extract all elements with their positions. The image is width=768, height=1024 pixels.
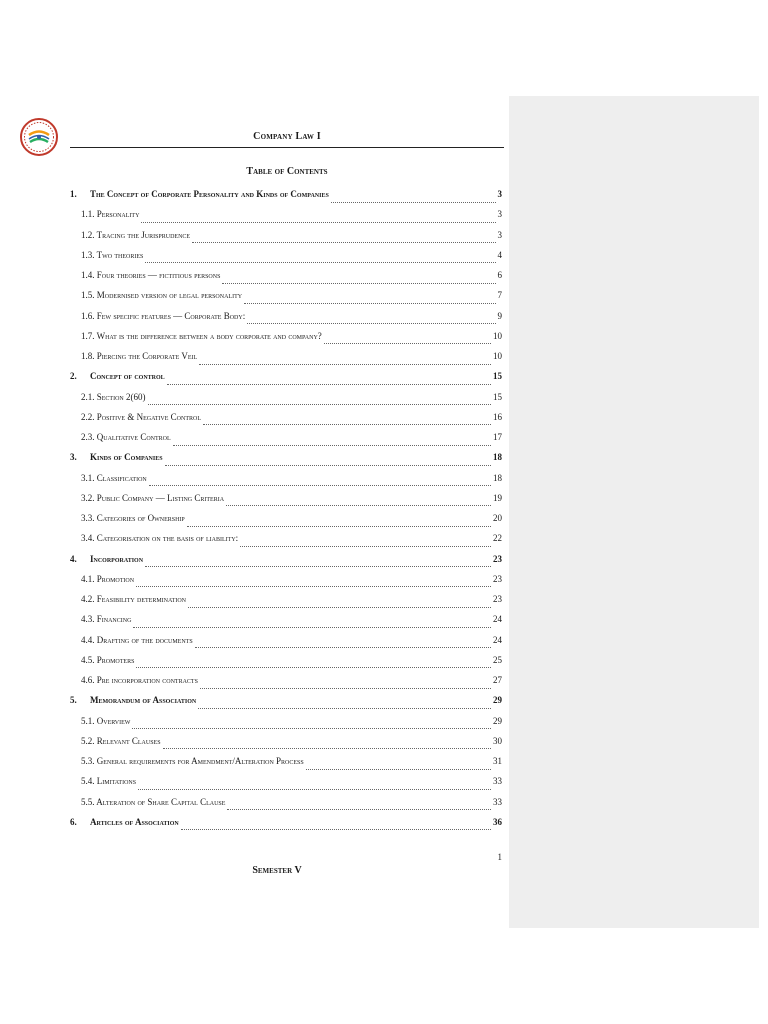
toc-entry-page: 30 xyxy=(493,735,502,746)
toc-entry-page: 3 xyxy=(497,189,502,199)
toc-leader-dots xyxy=(149,477,491,486)
toc-entry-page: 24 xyxy=(493,614,502,625)
toc-entry-page: 33 xyxy=(493,776,502,787)
toc-leader-dots xyxy=(141,214,495,223)
toc-entry-page: 7 xyxy=(497,290,502,301)
toc-entry-page: 18 xyxy=(493,452,502,463)
toc-entry[interactable] xyxy=(70,351,502,371)
toc-entry-label xyxy=(81,675,198,685)
toc-entry[interactable] xyxy=(70,533,502,553)
toc-entry-number: 4.3. xyxy=(81,614,95,625)
toc-entry-label xyxy=(70,371,165,381)
toc-entry-number: 2.3. xyxy=(81,432,95,442)
university-logo xyxy=(20,118,58,156)
toc-leader-dots xyxy=(200,680,491,689)
toc-entry-title: Relevant Clauses xyxy=(96,735,161,746)
toc-entry-page: 3 xyxy=(497,229,502,240)
toc-entry-page: 17 xyxy=(493,432,502,442)
toc-entry-label xyxy=(81,756,304,766)
toc-entry-label xyxy=(81,412,201,422)
toc-entry-label xyxy=(81,209,139,219)
toc-entry-label xyxy=(81,513,185,523)
toc-entry-number: 1.4. xyxy=(81,270,95,280)
toc-entry-number: 4.1. xyxy=(81,573,95,584)
toc-leader-dots xyxy=(148,396,492,405)
toc-entry-page: 3 xyxy=(497,209,502,220)
toc-entry-title: Financing xyxy=(96,614,132,625)
toc-entry-page: 19 xyxy=(493,492,502,503)
toc-leader-dots xyxy=(198,700,491,709)
toc-entry-title: Few specific features — Corporate Body: xyxy=(96,310,246,321)
toc-entry-number: 6. xyxy=(70,816,77,827)
toc-entry-number: 2. xyxy=(70,371,77,382)
toc-entry-title: Concept of control xyxy=(90,371,165,382)
toc-entry[interactable] xyxy=(70,776,502,796)
toc-leader-dots xyxy=(247,315,495,324)
toc-leader-dots xyxy=(226,497,491,506)
toc-entry-number: 1.6. xyxy=(81,310,95,321)
toc-entry-page: 15 xyxy=(493,391,502,402)
toc-entry-label xyxy=(81,311,245,321)
toc-entry-title: The Concept of Corporate Personality and Kinds of Companies xyxy=(90,189,329,199)
toc-heading: Table of Contents xyxy=(246,166,328,177)
toc-entry-title: Piercing the Corporate Veil xyxy=(96,351,198,361)
toc-leader-dots xyxy=(227,801,491,810)
toc-entry[interactable] xyxy=(70,513,502,533)
toc-entry-number: 5.3. xyxy=(81,756,95,766)
toc-entry-label xyxy=(81,270,220,280)
toc-entry-page: 36 xyxy=(493,816,502,827)
toc-entry-label xyxy=(81,432,171,442)
toc-leader-dots xyxy=(203,416,491,425)
toc-entry-title: Two theories xyxy=(96,249,144,260)
toc-leader-dots xyxy=(199,356,491,365)
toc-entry-label xyxy=(81,797,225,807)
toc-entry-number: 3.1. xyxy=(81,472,95,483)
toc-leader-dots xyxy=(187,518,491,527)
toc-entry-title: Modernised version of legal personality xyxy=(96,290,243,301)
toc-entry[interactable] xyxy=(70,756,502,776)
toc-entry-number: 5.2. xyxy=(81,735,95,746)
toc-entry-number: 2.2. xyxy=(81,411,95,422)
toc-entry-page: 31 xyxy=(493,756,502,766)
toc-entry-page: 24 xyxy=(493,634,502,645)
toc-entry-number: 4.6. xyxy=(81,675,95,685)
toc-entry-title: Alteration of Share Capital Clause xyxy=(96,796,226,807)
toc-entry-label xyxy=(81,351,197,361)
toc-entry-label xyxy=(81,655,134,665)
toc-entry-number: 4.4. xyxy=(81,634,95,645)
toc-entry-label xyxy=(81,473,147,483)
toc-entry-title: Qualitative Control xyxy=(96,432,171,442)
toc-entry-title: Public Company — Listing Criteria xyxy=(96,492,225,503)
toc-entry[interactable] xyxy=(70,371,502,391)
toc-entry-page: 16 xyxy=(493,411,502,422)
toc-entry-label xyxy=(70,554,143,564)
toc-entry-page: 10 xyxy=(493,351,502,361)
toc-entry[interactable] xyxy=(70,635,502,655)
toc-entry-title: Classification xyxy=(96,472,147,483)
toc-entry-title: Section 2(60) xyxy=(96,391,146,402)
toc-entry-label xyxy=(81,331,322,341)
toc-leader-dots xyxy=(173,437,491,446)
toc-entry-number: 4. xyxy=(70,553,77,564)
toc-leader-dots xyxy=(244,295,495,304)
toc-leader-dots xyxy=(138,781,491,790)
toc-leader-dots xyxy=(240,538,491,547)
header-rule xyxy=(70,147,504,148)
toc-entry[interactable] xyxy=(70,432,502,452)
toc-entry[interactable] xyxy=(70,554,502,574)
toc-entry-label xyxy=(81,776,136,786)
toc-entry-page: 23 xyxy=(493,594,502,604)
toc-entry[interactable] xyxy=(70,311,502,331)
toc-leader-dots xyxy=(195,639,491,648)
toc-leader-dots xyxy=(145,558,491,567)
toc-entry-title: Overview xyxy=(96,715,131,726)
toc-entry-number: 4.5. xyxy=(81,654,95,665)
toc-entry-number: 3.3. xyxy=(81,513,95,523)
toc-entry[interactable] xyxy=(70,614,502,634)
toc-entry-number: 1.3. xyxy=(81,249,95,260)
toc-entry[interactable] xyxy=(70,392,502,412)
toc-entry-label xyxy=(81,594,186,604)
toc-entry[interactable] xyxy=(70,250,502,270)
toc-leader-dots xyxy=(167,376,491,385)
toc-entry-label xyxy=(81,614,131,624)
toc-entry-title: Drafting of the documents xyxy=(96,634,193,645)
toc-entry-label xyxy=(81,635,193,645)
page-footer-title: Semester V xyxy=(252,865,302,876)
toc-entry-number: 1.5. xyxy=(81,290,95,301)
toc-entry-title: Limitations xyxy=(96,776,137,787)
toc-entry-title: Pre incorporation contracts xyxy=(96,675,198,685)
toc-entry-title: Kinds of Companies xyxy=(90,452,163,463)
toc-entry-page: 4 xyxy=(497,249,502,260)
toc-entry[interactable] xyxy=(70,270,502,290)
toc-entry[interactable] xyxy=(70,452,502,472)
toc-entry-page: 29 xyxy=(493,695,502,706)
toc-entry-number: 4.2. xyxy=(81,594,95,604)
toc-entry-label xyxy=(81,493,224,503)
toc-entry-label xyxy=(81,533,238,543)
toc-entry-page: 33 xyxy=(493,796,502,807)
toc-leader-dots xyxy=(222,275,495,284)
comment-pane xyxy=(509,96,759,928)
toc-entry-number: 3. xyxy=(70,452,77,463)
toc-entry-number: 1.8. xyxy=(81,351,95,361)
toc-leader-dots xyxy=(163,740,491,749)
toc-entry-title: Incorporation xyxy=(90,553,144,564)
toc-entry[interactable] xyxy=(70,290,502,310)
toc-entry-page: 25 xyxy=(493,654,502,665)
toc-entry[interactable] xyxy=(70,695,502,715)
toc-entry-title: Positive & Negative Control xyxy=(96,411,201,422)
toc-leader-dots xyxy=(133,619,491,628)
toc-entry[interactable] xyxy=(70,655,502,675)
toc-entry-number: 3.4. xyxy=(81,533,95,544)
toc-entry-number: 5.5. xyxy=(81,796,95,807)
toc-entry-number: 2.1. xyxy=(81,391,95,402)
toc-entry-title: Memorandum of Association xyxy=(90,695,197,706)
toc-entry-title: Articles of Association xyxy=(90,816,179,827)
toc-entry-page: 27 xyxy=(493,675,502,685)
toc-entry[interactable] xyxy=(70,230,502,250)
toc-entry-number: 5.4. xyxy=(81,776,95,787)
toc-entry-number: 1.7. xyxy=(81,330,95,341)
table-of-contents xyxy=(70,189,502,837)
toc-leader-dots xyxy=(331,194,496,203)
toc-entry-page: 22 xyxy=(493,533,502,544)
toc-entry[interactable] xyxy=(70,675,502,695)
toc-entry-number: 3.2. xyxy=(81,492,95,503)
toc-leader-dots xyxy=(324,335,491,344)
toc-entry-label xyxy=(70,695,196,705)
toc-entry-page: 18 xyxy=(493,472,502,483)
toc-entry-title: Four theories — fictitious persons xyxy=(96,270,221,280)
toc-entry-page: 29 xyxy=(493,715,502,726)
toc-leader-dots xyxy=(192,234,495,243)
toc-leader-dots xyxy=(188,599,491,608)
toc-entry[interactable] xyxy=(70,716,502,736)
toc-entry[interactable] xyxy=(70,736,502,756)
toc-entry-title: Categories of Ownership xyxy=(96,513,185,523)
toc-entry-title: What is the difference between a body corporate and company? xyxy=(96,330,322,341)
toc-entry-title: Promoters xyxy=(96,654,135,665)
toc-entry[interactable] xyxy=(70,594,502,614)
toc-entry[interactable] xyxy=(70,189,502,209)
toc-entry[interactable] xyxy=(70,473,502,493)
toc-entry[interactable] xyxy=(70,209,502,229)
toc-entry-label xyxy=(70,452,163,462)
toc-leader-dots xyxy=(145,254,495,263)
toc-entry-title: Categorisation on the basis of liability: xyxy=(96,533,239,544)
toc-leader-dots xyxy=(165,457,491,466)
toc-entry[interactable] xyxy=(70,574,502,594)
toc-entry-title: Promotion xyxy=(96,573,135,584)
toc-entry-page: 6 xyxy=(497,270,502,280)
toc-entry[interactable] xyxy=(70,817,502,837)
toc-entry-title: Tracing the Jurisprudence xyxy=(96,229,191,240)
toc-entry-number: 1.2. xyxy=(81,229,95,240)
toc-entry-page: 23 xyxy=(493,553,502,564)
toc-entry[interactable] xyxy=(70,412,502,432)
toc-leader-dots xyxy=(136,659,491,668)
toc-entry-number: 5. xyxy=(70,695,77,706)
toc-leader-dots xyxy=(181,821,491,830)
toc-entry-title: Feasibility determination xyxy=(96,594,186,604)
toc-entry-label xyxy=(70,817,179,827)
toc-entry[interactable] xyxy=(70,797,502,817)
toc-entry-number: 5.1. xyxy=(81,715,95,726)
toc-leader-dots xyxy=(306,761,491,770)
toc-entry-title: General requirements for Amendment/Alteration Process xyxy=(96,756,304,766)
toc-entry-title: Personality xyxy=(96,209,140,220)
toc-entry-number: 1. xyxy=(70,189,77,199)
toc-entry-label xyxy=(81,716,130,726)
toc-entry-label xyxy=(81,736,161,746)
toc-entry-label xyxy=(70,189,329,199)
toc-entry-page: 23 xyxy=(493,573,502,584)
toc-entry-label xyxy=(81,392,146,402)
toc-entry-page: 15 xyxy=(493,371,502,382)
toc-entry-page: 20 xyxy=(493,513,502,523)
toc-entry-number: 1.1. xyxy=(81,209,95,220)
toc-entry-label xyxy=(81,574,134,584)
page-number: 1 xyxy=(497,852,502,862)
toc-entry-page: 10 xyxy=(493,330,502,341)
toc-entry-label xyxy=(81,230,190,240)
page-header-title: Company Law I xyxy=(253,131,321,142)
toc-leader-dots xyxy=(132,720,491,729)
toc-entry[interactable] xyxy=(70,331,502,351)
toc-entry-label xyxy=(81,290,242,300)
toc-leader-dots xyxy=(136,578,491,587)
toc-entry[interactable] xyxy=(70,493,502,513)
toc-entry-label xyxy=(81,250,143,260)
toc-entry-page: 9 xyxy=(497,310,502,321)
